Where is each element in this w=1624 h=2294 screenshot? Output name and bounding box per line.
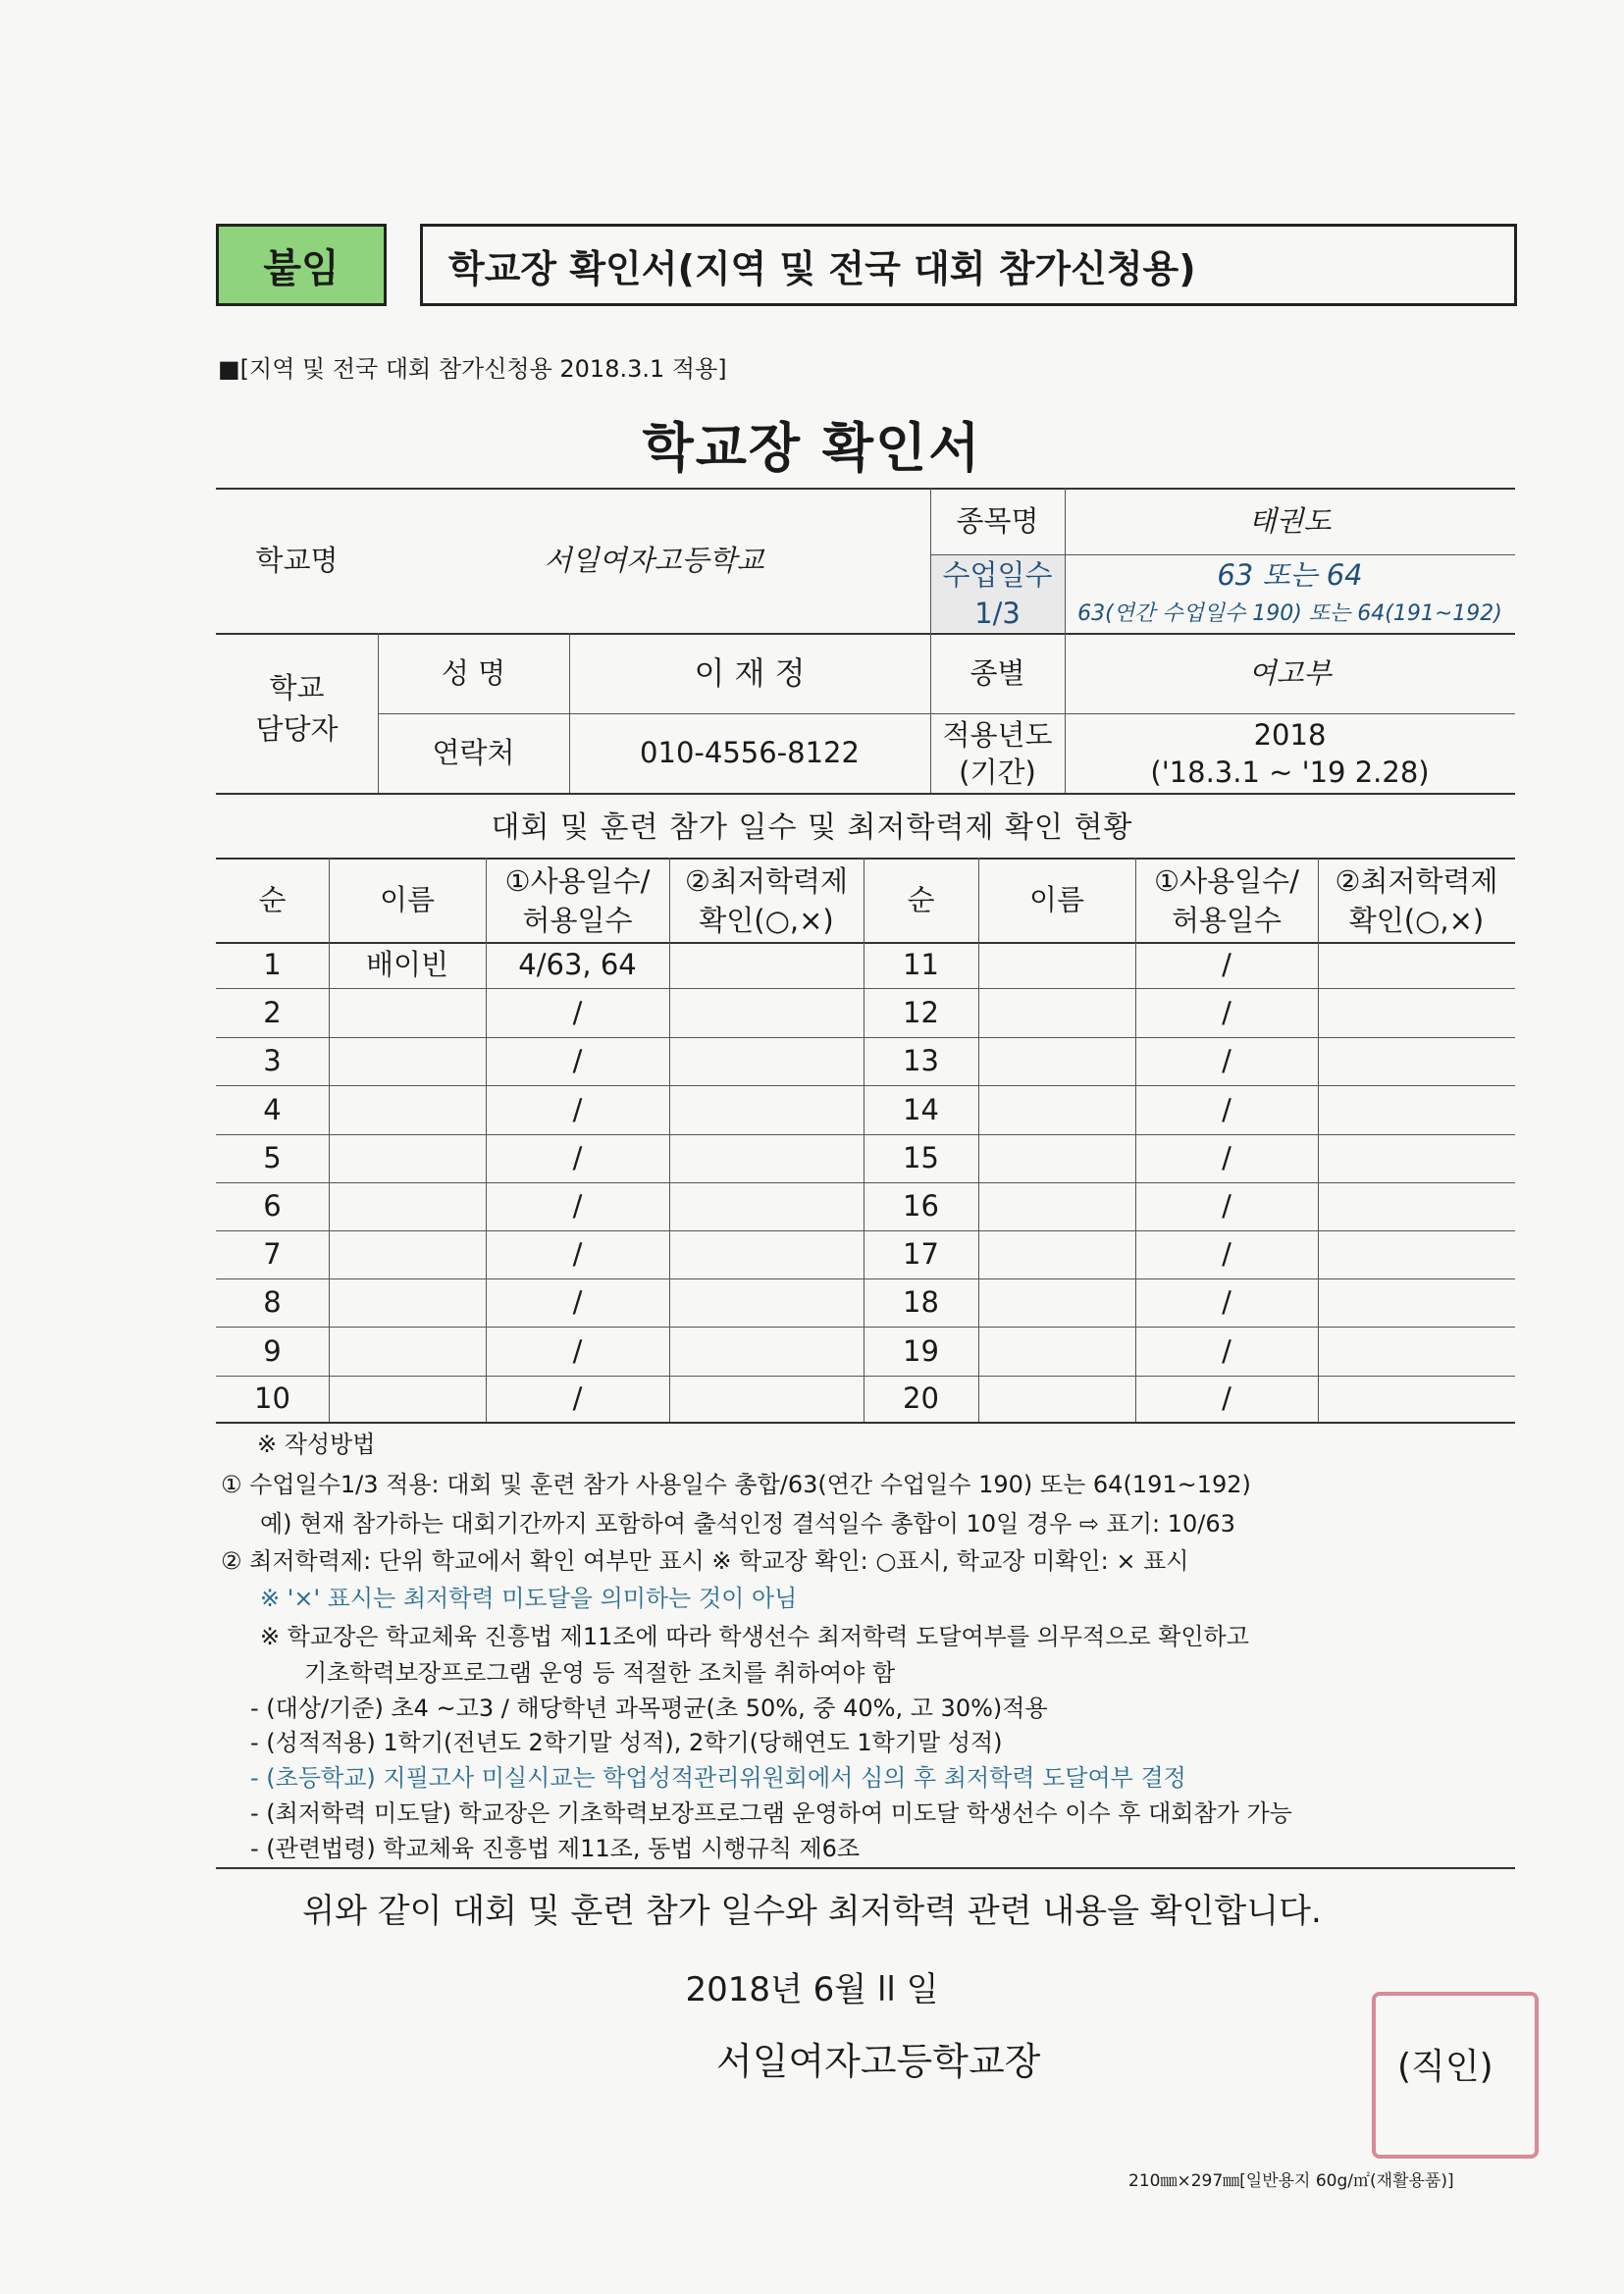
notes-heading: ※ 작성방법 — [257, 1431, 376, 1458]
school-label: 학교명 — [255, 543, 339, 577]
row-days: / — [1222, 1237, 1231, 1272]
note-x-meaning: ※ '×' 표시는 최저학력 미도달을 의미하는 것이 아님 — [260, 1585, 798, 1612]
note-principal-duty-cont: 기초학력보장프로그램 운영 등 적절한 조치를 취하여야 함 — [304, 1659, 896, 1687]
row-seq: 16 — [903, 1189, 939, 1224]
manager-label-line2: 담당자 — [255, 711, 339, 746]
row-days: / — [572, 1189, 583, 1224]
row-seq: 13 — [903, 1044, 939, 1078]
row-seq: 8 — [263, 1285, 282, 1320]
contact-label: 연락처 — [432, 736, 515, 770]
header-academic: ②최저학력제 — [1335, 863, 1498, 898]
category-value: 여고부 — [1248, 655, 1332, 690]
row-days: / — [1222, 1333, 1231, 1368]
class-days-fraction: 1/3 — [974, 597, 1021, 631]
row-seq: 12 — [903, 995, 939, 1029]
rule — [216, 1422, 1515, 1424]
name-label: 성 명 — [441, 655, 506, 690]
category-label: 종별 — [969, 655, 1025, 690]
row-days: / — [1222, 1382, 1231, 1416]
note-academic: ② 최저학력제: 단위 학교에서 확인 여부만 표시 ※ 학교장 확인: ○표시, 학교장 미확인: × 표시 — [221, 1547, 1189, 1575]
note-class-days: ① 수업일수1/3 적용: 대회 및 훈련 참가 사용일수 총합/63(연간 수업일수 190) 또는 64(191~192) — [221, 1471, 1251, 1498]
paper-spec: 210㎜×297㎜[일반용지 60g/㎡(재활용품)] — [1128, 2171, 1454, 2191]
row-days: / — [572, 1141, 583, 1175]
attachment-tag: 붙임 — [216, 224, 387, 306]
row-seq: 11 — [903, 948, 939, 982]
row-seq: 14 — [903, 1092, 939, 1126]
contact-value: 010-4556-8122 — [640, 736, 860, 770]
principal-name: 서일여자고등학교장 — [716, 2040, 1041, 2083]
row-days: / — [572, 1092, 583, 1126]
section-title: 대회 및 훈련 참가 일수 및 최저학력제 확인 현황 — [491, 810, 1133, 845]
class-days-value: 63 또는 64 — [1217, 557, 1363, 592]
row-days: / — [1222, 995, 1231, 1029]
note-class-days-example: 예) 현재 참가하는 대회기간까지 포함하여 출석인정 결석일수 총합이 10일 경우 ⇨ 표기: 10/63 — [260, 1510, 1235, 1538]
row-seq: 7 — [263, 1237, 282, 1272]
rule — [1318, 858, 1319, 1422]
header-academic-check: 확인(○,×) — [1348, 903, 1485, 937]
row-seq: 2 — [263, 995, 282, 1029]
row-days: / — [1222, 1285, 1231, 1320]
row-name: 배이빈 — [365, 948, 449, 982]
row-days: / — [1222, 1141, 1231, 1175]
subheading: ■[지역 및 전국 대회 참가신청용 2018.3.1 적용] — [218, 355, 727, 383]
header-name: 이름 — [379, 882, 436, 916]
main-title: 학교장 확인서 — [642, 417, 982, 479]
notes-bottom-rule — [216, 1867, 1515, 1869]
row-days: / — [572, 1285, 583, 1320]
document-title: 학교장 확인서(지역 및 전국 대회 참가신청용) — [448, 246, 1196, 290]
note-laws: - (관련법령) 학교체육 진흥법 제11조, 동법 시행규칙 제6조 — [250, 1835, 861, 1862]
date: 2018년 6월 ll 일 — [685, 1970, 939, 2009]
year-period: ('18.3.1 ~ '19 2.28) — [1150, 755, 1430, 789]
header-seq: 순 — [258, 882, 287, 916]
row-seq: 6 — [263, 1189, 282, 1224]
header-days-allowed: 허용일수 — [1171, 903, 1283, 937]
row-seq: 15 — [903, 1141, 939, 1175]
rule — [216, 793, 1515, 795]
year-value: 2018 — [1253, 717, 1327, 752]
confirmation-text: 위와 같이 대회 및 훈련 참가 일수와 최저학력 관련 내용을 확인합니다. — [302, 1892, 1322, 1931]
note-elementary: - (초등학교) 지필고사 미실시교는 학업성적관리위원회에서 심의 후 최저학력 도달여부 결정 — [250, 1764, 1186, 1792]
rule — [978, 858, 979, 1422]
row-seq: 19 — [903, 1333, 939, 1368]
row-days: / — [572, 995, 583, 1029]
row-seq: 17 — [903, 1237, 939, 1272]
row-seq: 10 — [254, 1382, 290, 1416]
note-target: - (대상/기준) 초4 ~고3 / 해당학년 과목평균(초 50%, 중 40%, 고 30%)적용 — [250, 1694, 1048, 1722]
manager-name: 이 재 정 — [694, 654, 806, 692]
sport-label: 종목명 — [956, 503, 1039, 538]
header-academic-check: 확인(○,×) — [699, 903, 834, 937]
header-seq: 순 — [907, 882, 935, 916]
row-seq: 4 — [263, 1092, 282, 1126]
note-grade-apply: - (성적적용) 1학기(전년도 2학기말 성적), 2학기(당해연도 1학기말 성적) — [250, 1729, 1003, 1756]
row-seq: 9 — [263, 1333, 282, 1368]
row-days: / — [572, 1237, 583, 1272]
row-days: / — [1222, 1044, 1231, 1078]
seal-label: (직인) — [1397, 2047, 1493, 2087]
class-days-label: 수업일수 — [942, 557, 1053, 592]
row-seq: 5 — [263, 1141, 282, 1175]
sport-value: 태권도 — [1248, 503, 1332, 538]
year-label-period: (기간) — [959, 755, 1036, 789]
row-days: / — [572, 1382, 583, 1416]
row-days: / — [1222, 1092, 1231, 1126]
row-days: / — [1222, 948, 1231, 982]
row-seq: 18 — [903, 1285, 939, 1320]
header-days-allowed: 허용일수 — [522, 903, 633, 937]
header-days: ①사용일수/ — [1154, 863, 1299, 898]
row-seq: 3 — [263, 1044, 282, 1078]
note-below-minimum: - (최저학력 미도달) 학교장은 기초학력보장프로그램 운영하여 미도달 학생선수 이수 후 대회참가 가능 — [250, 1799, 1292, 1827]
class-days-detail: 63(연간 수업일수 190) 또는 64(191~192) — [1077, 600, 1502, 626]
note-principal-duty: ※ 학교장은 학교체육 진흥법 제11조에 따라 학생선수 최저학력 도달여부를 의무적으로 확인하고 — [260, 1623, 1249, 1650]
school-name: 서일여자고등학교 — [544, 543, 764, 577]
row-seq: 1 — [263, 948, 282, 982]
manager-label-line1: 학교 — [269, 670, 325, 704]
row-days: / — [1222, 1189, 1231, 1224]
row-academic — [669, 942, 864, 988]
header-name: 이름 — [1028, 882, 1085, 916]
row-days: 4/63, 64 — [518, 948, 637, 982]
document-title-box — [420, 224, 1517, 306]
year-label: 적용년도 — [942, 717, 1053, 752]
row-seq: 20 — [903, 1382, 939, 1416]
header-academic: ②최저학력제 — [684, 863, 849, 898]
row-days: / — [572, 1044, 583, 1078]
header-days: ①사용일수/ — [504, 863, 651, 898]
row-days: / — [572, 1333, 583, 1368]
